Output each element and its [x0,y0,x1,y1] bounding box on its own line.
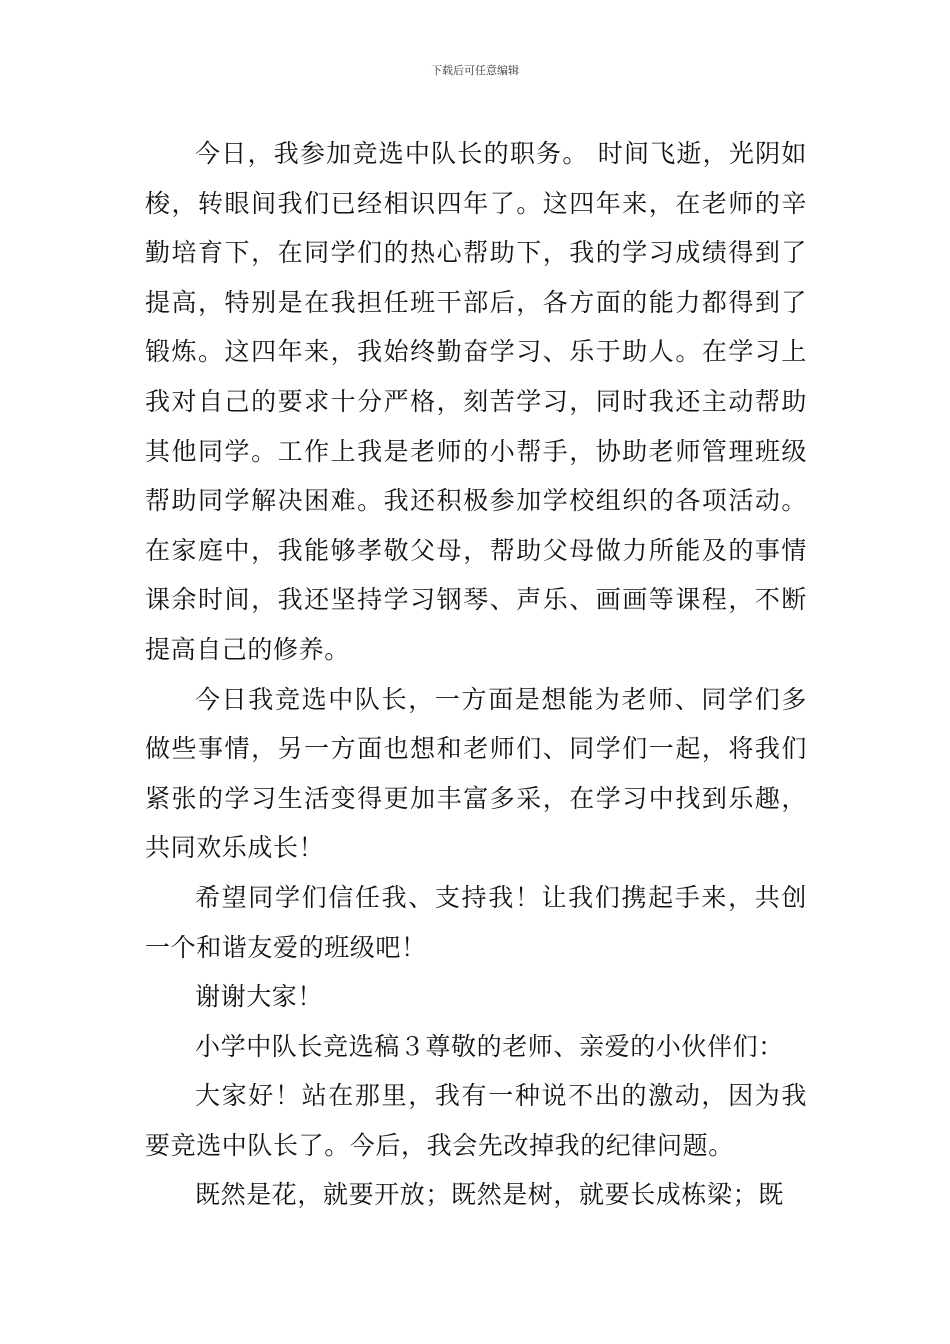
paragraph: 既然是花，就要开放；既然是树，就要长成栋梁；既 [195,1180,784,1210]
paragraph: 今日我竞选中队长，一方面是想能为老师、同学们多做些事情，另一方面也想和老师们、同学们一起，将我们紧张的学习生活变得更加丰富多采，在学习中找到乐趣，共同欢乐成长！ [145,684,807,863]
paragraph: 谢谢大家！ [195,982,324,1012]
paragraph: 大家好！站在那里，我有一种说不出的激动，因为我要竞选中队长了。今后，我会先改掉我的纪律问题。 [145,1081,807,1160]
document-body [145,129,807,1220]
paragraph: 今日，我参加竞选中队长的职务。 时间飞逝，光阴如梭，转眼间我们已经相识四年了。这四年来，在老师的辛勤培育下，在同学们的热心帮助下，我的学习成绩得到了提高，特别是在我担任班干部后，各方面的能力都得到了锻炼。这四年来，我始终勤奋学习、乐于助人。在学习上我对自己的要求十分严格，刻苦学习，同时我还主动帮助其他同学。工作上我是老师的小帮手，协助老师管理班级帮助同学解决困难。我还积极参加学校组织的各项活动。在家庭中，我能够孝敬父母，帮助父母做力所能及的事情课余时间，我还坚持学习钢琴、声乐、画画等课程，不断提高自己的修养。 [145,139,807,664]
paragraph: 小学中队长竞选稿３尊敬的老师、亲爱的小伙伴们： [195,1031,784,1061]
page-header-note: 下载后可任意编辑 [431,64,519,77]
paragraph: 希望同学们信任我、支持我！让我们携起手来，共创一个和谐友爱的班级吧！ [145,882,807,962]
